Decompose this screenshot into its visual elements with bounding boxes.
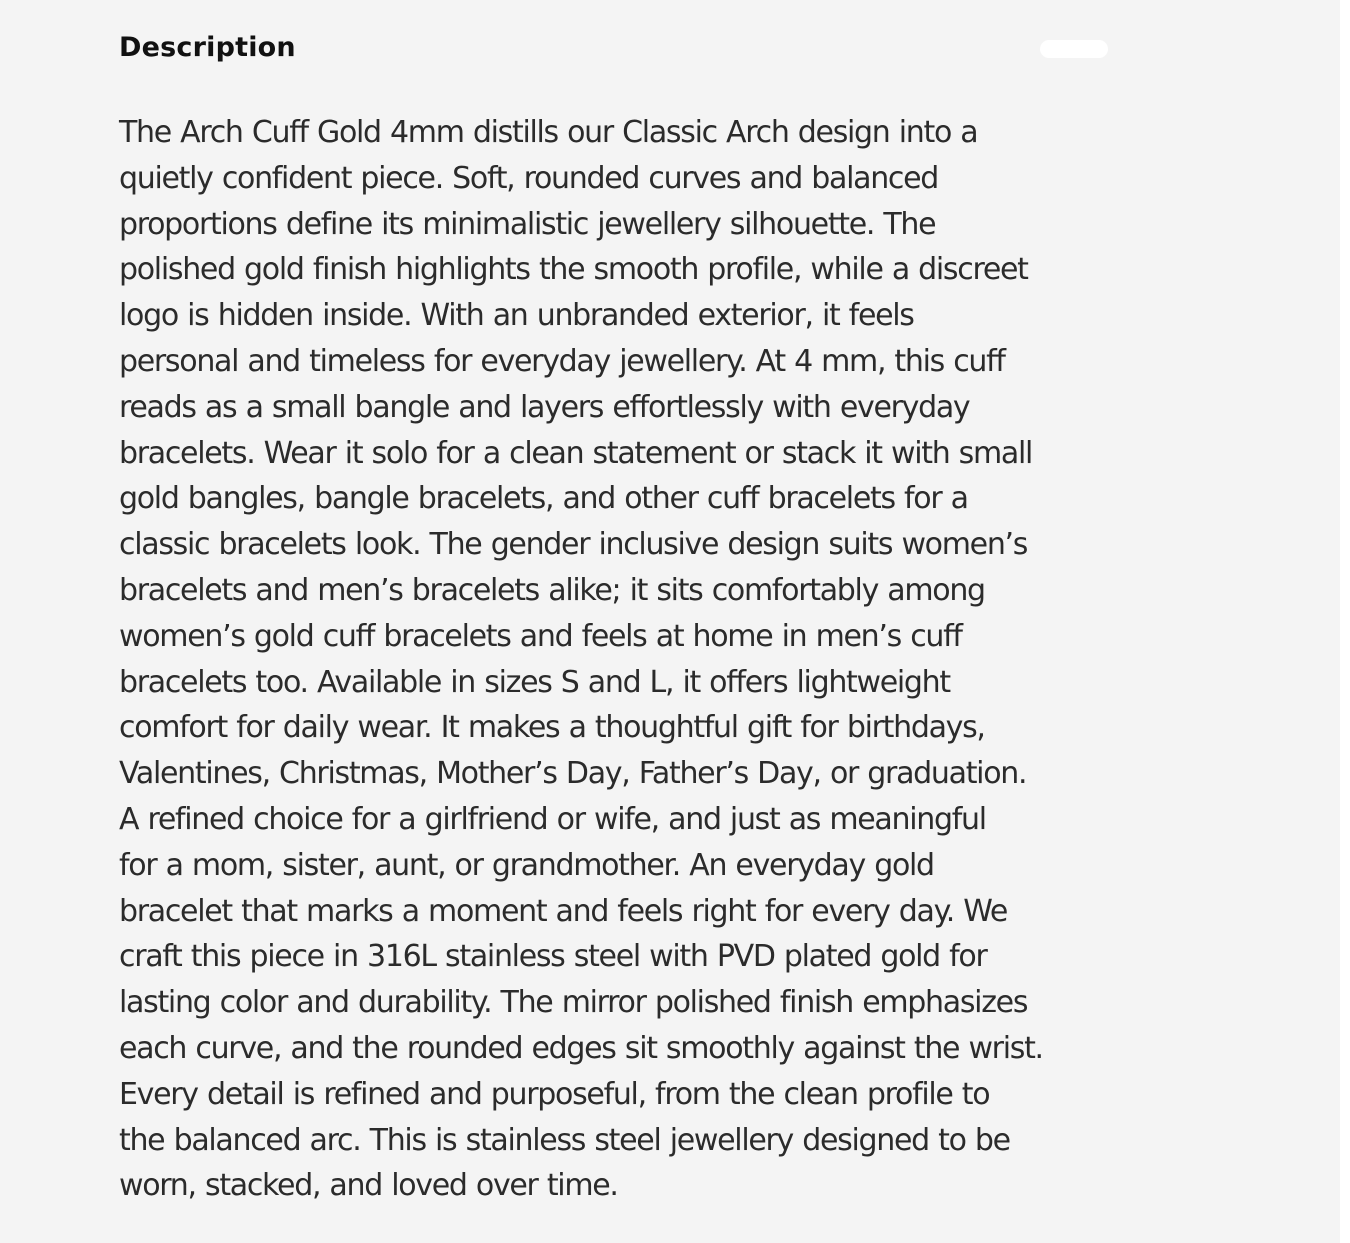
decorative-smudge bbox=[1040, 40, 1108, 58]
description-line: polished gold finish highlights the smooth profile, while a discreet bbox=[119, 252, 1028, 288]
description-line: for a mom, sister, aunt, or grandmother. An everyday gold bbox=[119, 847, 934, 883]
description-line: the balanced arc. This is stainless steel jewellery designed to be bbox=[119, 1122, 1010, 1158]
description-line: bracelet that marks a moment and feels right for every day. We bbox=[119, 893, 1008, 929]
description-body bbox=[119, 110, 1119, 1209]
description-line: A refined choice for a girlfriend or wife, and just as meaningful bbox=[119, 801, 986, 837]
description-line: comfort for daily wear. It makes a thoughtful gift for birthdays, bbox=[119, 710, 985, 746]
description-line: Every detail is refined and purposeful, from the clean profile to bbox=[119, 1076, 990, 1112]
description-line: bracelets. Wear it solo for a clean statement or stack it with small bbox=[119, 435, 1033, 471]
description-line: craft this piece in 316L stainless steel with PVD plated gold for bbox=[119, 939, 987, 975]
description-line: classic bracelets look. The gender inclusive design suits women’s bbox=[119, 527, 1028, 563]
description-line: bracelets and men’s bracelets alike; it sits comfortably among bbox=[119, 572, 985, 608]
description-line: quietly confident piece. Soft, rounded curves and balanced bbox=[119, 160, 939, 196]
description-line: proportions define its minimalistic jewellery silhouette. The bbox=[119, 206, 936, 242]
description-line: gold bangles, bangle bracelets, and other cuff bracelets for a bbox=[119, 481, 968, 517]
description-line: The Arch Cuff Gold 4mm distills our Classic Arch design into a bbox=[119, 115, 978, 150]
description-line: logo is hidden inside. With an unbranded exterior, it feels bbox=[119, 298, 914, 334]
description-line: each curve, and the rounded edges sit smoothly against the wrist. bbox=[119, 1030, 1043, 1066]
description-line: bracelets too. Available in sizes S and L, it offers lightweight bbox=[119, 664, 950, 700]
description-line: lasting color and durability. The mirror polished finish emphasizes bbox=[119, 985, 1028, 1021]
description-line: reads as a small bangle and layers effortlessly with everyday bbox=[119, 389, 970, 425]
description-line: women’s gold cuff bracelets and feels at home in men’s cuff bbox=[119, 618, 962, 654]
description-line: Valentines, Christmas, Mother’s Day, Father’s Day, or graduation. bbox=[119, 756, 1027, 792]
description-line: personal and timeless for everyday jewellery. At 4 mm, this cuff bbox=[119, 343, 1005, 379]
description-line: worn, stacked, and loved over time. bbox=[119, 1168, 618, 1204]
description-heading: Description bbox=[119, 32, 296, 63]
